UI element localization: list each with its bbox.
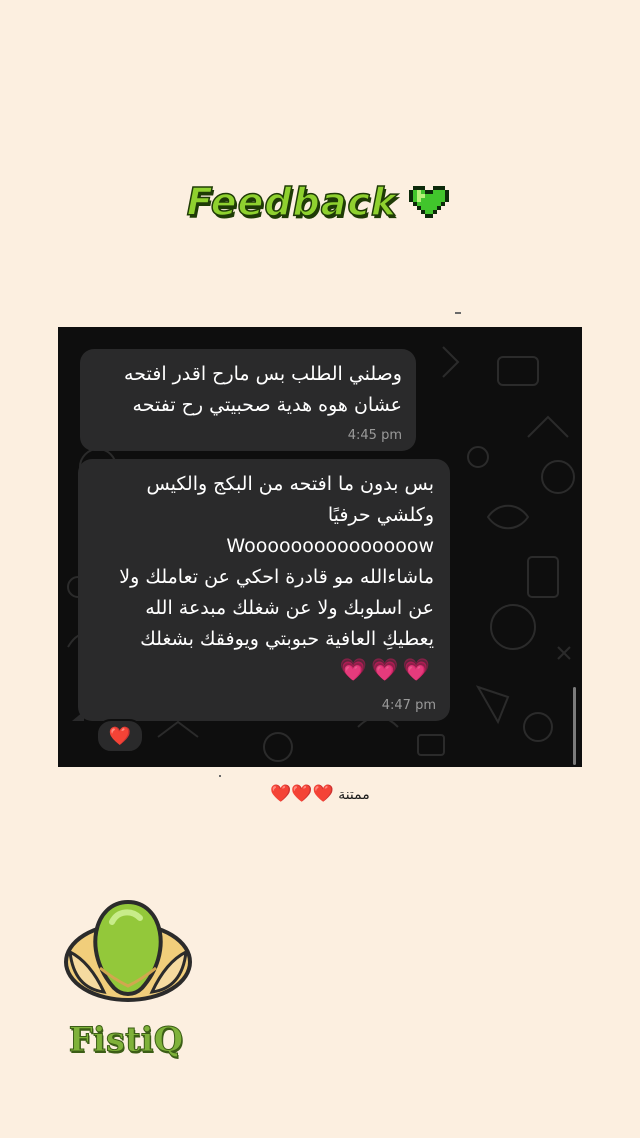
separator-mark [455, 312, 461, 314]
message-line: عن اسلوبك ولا عن شغلك مبدعة الله [145, 597, 434, 619]
feedback-title: Feedback [186, 180, 398, 224]
chat-screenshot [58, 327, 582, 767]
green-heart-icon [405, 178, 453, 226]
message-timestamp: 4:47 pm [381, 698, 436, 713]
message-line: وصلني الطلب بس مارح اقدر افتحه [124, 363, 402, 385]
message-bubble[interactable] [78, 459, 450, 721]
header [0, 178, 640, 226]
brand-name: FistiQ [68, 1020, 184, 1060]
caption-text: ممتنة [338, 787, 370, 803]
message-line: ماشاءالله مو قادرة احكي عن تعاملك ولا [119, 566, 434, 588]
message-line: وكلشي حرفيًا [327, 504, 434, 526]
message-line: يعطيكِ العافية حبوبتي ويوفقك بشغلك [140, 628, 434, 650]
message-line: عشان هوه هدية صحبيتي رح تفتحه [132, 394, 402, 416]
message-line: Wooooooooooooooow [226, 535, 434, 557]
red-hearts-emoji: ❤️❤️❤️ [270, 784, 334, 804]
message-bubble[interactable] [80, 349, 416, 451]
pistachio-logo-icon [60, 872, 196, 1006]
pink-hearts-emoji: 💗💗💗 [339, 658, 434, 683]
caption [0, 784, 640, 804]
heart-reaction[interactable]: ❤️ [96, 719, 144, 753]
caption-mark [219, 775, 221, 777]
scrollbar[interactable] [573, 687, 576, 765]
message-line: بس بدون ما افتحه من البكج والكيس [146, 473, 434, 495]
message-timestamp: 4:45 pm [347, 428, 402, 443]
